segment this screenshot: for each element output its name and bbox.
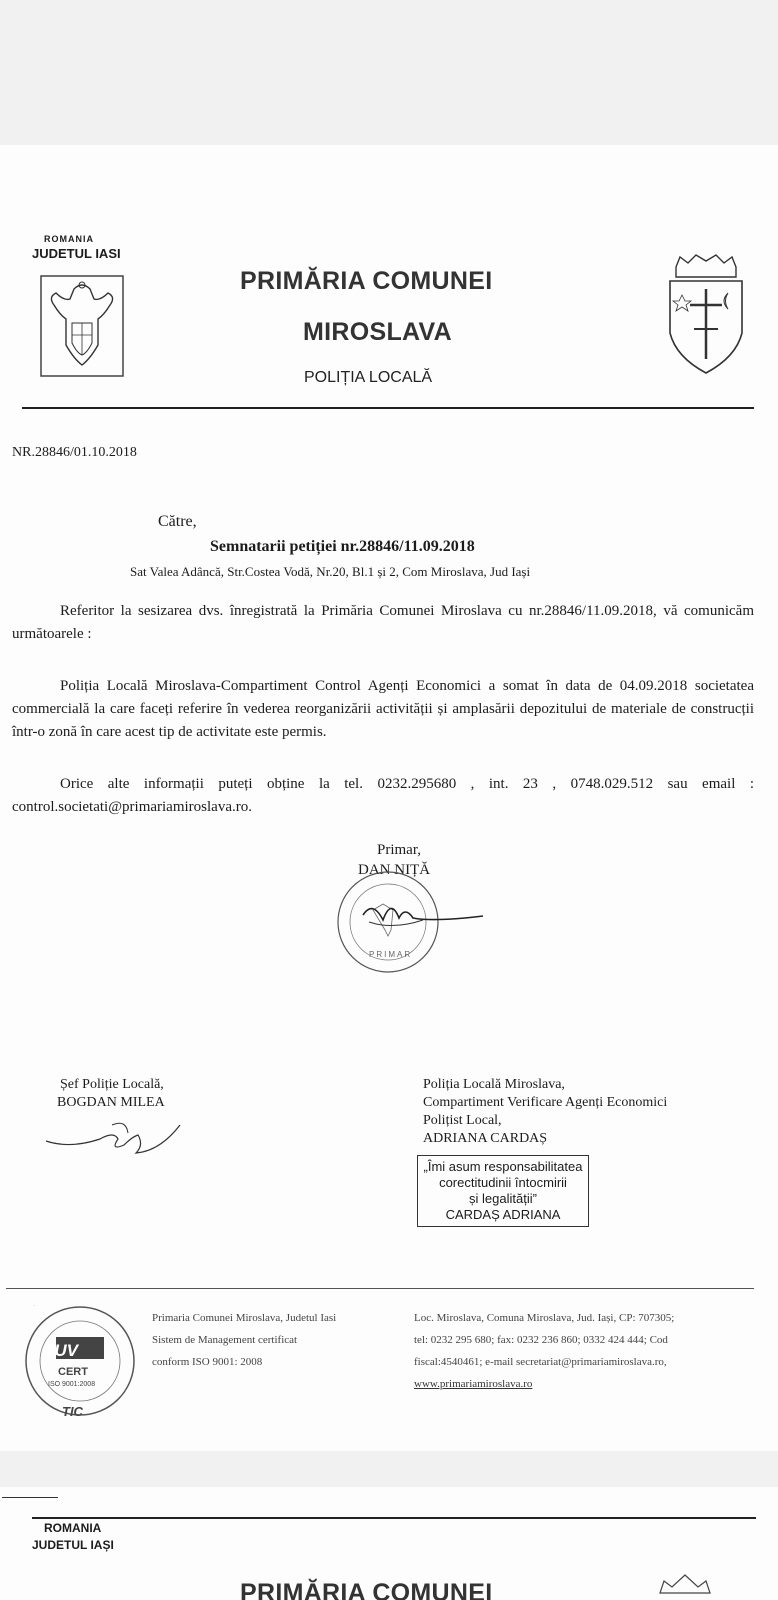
footer-website-link[interactable]: www.primariamiroslava.ro — [414, 1378, 533, 1390]
next-page-coat-of-arms-icon — [650, 1563, 720, 1600]
page-title-line1: PRIMĂRIA COMUNEI — [240, 267, 493, 295]
mayor-stamp-text: PRIMAR — [369, 950, 413, 959]
officer-dept: Compartiment Verificare Agenți Economici — [423, 1095, 668, 1110]
footer-left-line-2: Sistem de Management certificat — [152, 1334, 298, 1346]
romania-coat-of-arms-icon — [40, 275, 124, 377]
footer-left-line-1: Primaria Comunei Miroslava, Judetul Iasi — [152, 1312, 337, 1324]
paragraph-3: Orice alte informații puteți obține la tel. 0232.295680 , int. 23 , 0748.029.512 sau email : control.societati@primariamiroslava.ro. — [12, 776, 754, 815]
department-name: POLIȚIA LOCALĂ — [304, 369, 433, 386]
responsibility-stamp — [417, 1155, 589, 1227]
chief-title: Șef Poliție Locală, — [60, 1077, 164, 1092]
chief-signature-icon — [40, 1105, 190, 1165]
document-page — [0, 145, 778, 1451]
cert-seal-text: T — [34, 1305, 35, 1306]
recipient: Semnatarii petiției nr.28846/11.09.2018 — [210, 538, 475, 555]
footer-left — [152, 1307, 336, 1373]
footer-right — [414, 1307, 674, 1395]
footer-right-line-3: fiscal:4540461; e-mail secretariat@primariamiroslava.ro, — [414, 1356, 667, 1368]
mayor-name: DAN NIȚĂ — [358, 862, 431, 878]
cert-sub: CERT — [58, 1366, 88, 1378]
footer-right-line-2: tel: 0232 295 680; fax: 0232 236 860; 0332 424 444; Cod — [414, 1334, 668, 1346]
next-page-mark — [2, 1497, 58, 1498]
mayor-title: Primar, — [377, 842, 421, 858]
officer-title: Polițist Local, — [423, 1113, 502, 1128]
salutation: Către, — [158, 513, 197, 530]
next-page-title: PRIMĂRIA COMUNEI — [240, 1579, 493, 1600]
mayor-stamp-and-signature-icon — [333, 860, 493, 990]
paragraph-1: Referitor la sesizarea dvs. înregistrată la Primăria Comunei Miroslava cu nr.28846/11.09.2018, vă comunicăm următoarele : — [12, 603, 754, 642]
cert-iso: ISO 9001:2008 — [48, 1381, 96, 1388]
next-page-top-rule — [32, 1517, 756, 1519]
header-country: ROMANIA — [44, 234, 94, 244]
cert-tic: TIC — [62, 1404, 83, 1419]
cert-logo: TUV — [44, 1341, 78, 1360]
header-county: JUDETUL IASI — [32, 246, 121, 261]
paragraph-2: Poliția Locală Miroslava-Compartiment Control Agenți Economici a somat în data de 04.09.2018 societatea commercială la care faceți referire în vederea reorganizării activității și amplasării depozitului de materiale de construcții într-o zonă în care acest tip de activitate este permis. — [12, 678, 754, 740]
officer-name: ADRIANA CARDAȘ — [423, 1131, 548, 1146]
stamp-line-3: și legalității” — [469, 1191, 537, 1206]
officer-org: Poliția Locală Miroslava, — [423, 1077, 565, 1092]
stamp-line-4: CARDAȘ ADRIANA — [445, 1207, 561, 1222]
page-title-line2: MIROSLAVA — [303, 318, 452, 346]
footer-right-line-1: Loc. Miroslava, Comuna Miroslava, Jud. Iași, CP: 707305; — [414, 1312, 675, 1324]
footer-divider — [6, 1288, 754, 1289]
chief-name: BOGDAN MILEA — [57, 1095, 165, 1110]
recipient-address: Sat Valea Adâncă, Str.Costea Vodă, Nr.20, Bl.1 și 2, Com Miroslava, Jud Iași — [130, 564, 531, 579]
header-divider — [22, 407, 754, 409]
next-document-page — [0, 1487, 778, 1600]
next-page-county: JUDETUL IAȘI — [32, 1538, 114, 1552]
footer-left-line-3: conform ISO 9001: 2008 — [152, 1356, 263, 1368]
miroslava-coat-of-arms-icon — [666, 253, 746, 377]
next-page-country: ROMANIA — [44, 1521, 102, 1535]
reference-number: NR.28846/01.10.2018 — [12, 445, 137, 460]
stamp-line-2: corectitudinii întocmirii — [439, 1175, 567, 1190]
stamp-line-1: „Îmi asum responsabilitatea — [423, 1159, 583, 1174]
